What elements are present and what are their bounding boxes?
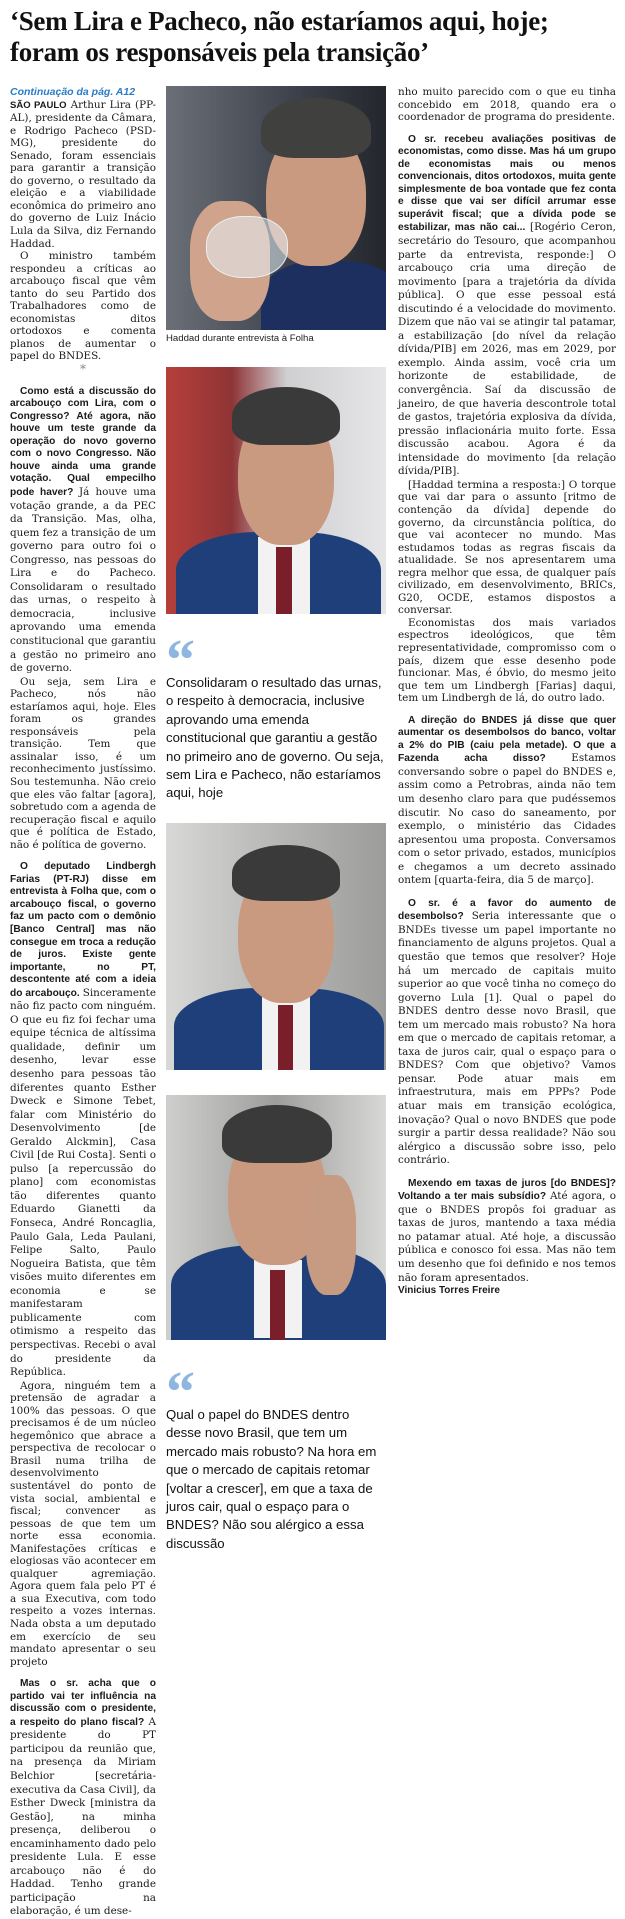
question-text: O sr. recebeu avaliações positivas de economistas, como disse. Mas há um grupo de economistas mais ou menos convencionais, ditos ortodoxos, muita gente simplesmente de boa vontade que fez conta e disse que vai ser difícil arrumar esse superávit fiscal; que a dívida pode se estabilizar, mas não cai... — [398, 133, 616, 234]
interview-question — [398, 898, 616, 1168]
headline: ‘Sem Lira e Pacheco, não estaríamos aqui, hoje; foram os responsáveis pela transição’ — [10, 6, 549, 67]
pull-quote-2: Qual o papel do BNDES dentro desse novo Brasil, que tem um mercado mais robusto? Na hora em que o mercado de capitais retomar [voltar a crescer], em que a taxa de juros cair, qual o espaço para o BNDES? Não sou alérgico a essa discussão — [166, 1407, 377, 1551]
photo-caption: Haddad durante entrevista à Folha — [166, 333, 314, 344]
interview-question — [398, 1178, 616, 1285]
interview-question — [10, 861, 156, 1379]
photo-haddad-portrait — [166, 367, 386, 614]
paragraph: Ou seja, sem Lira e Pacheco, nós não estaríamos aqui, hoje. Eles foram os grandes responsáveis pela transição. Tem que assinalar isso, é um reconhecimento justíssimo. Sou testemunha. Não creio que eles vão faltar [agora], sobretudo com a agenda de recuperação fiscal e aquilo que é política de Estado, não é política de governo. — [10, 675, 156, 851]
quote-mark-icon: “ — [166, 627, 189, 692]
answer-text: A presidente do PT participou da reunião que, na presença da Miriam Belchior [secretária-executiva da Casa Civil], da Esther Dweck [ministra da Gestão], na minha presença, deliberou o encaminhamento dado pelo presidente Lula. E esse arcabouço não é do Haddad. Tenho grande participação na elaboração, é um dese- — [10, 1715, 156, 1918]
photo-haddad-thinking — [166, 1095, 386, 1340]
interview-question — [10, 1678, 156, 1919]
answer-text: Seria interessante que o BNDEs tivesse um papel importante no financiamento de alguns projetos. Qual a questão que temos que resolver? Hoje há um mercado de capitais muito superior ao que você tinha no começo do governo Lula [1]. Qual o papel do BNDES dentro desse novo Brasil, que tem um mercado mais robusto? Na hora em que o mercado de capitais retomar, a taxa de juros cair, qual o espaço para o BNDES? Com que objetivo? Vamos pensar. Pode atuar mais em infraestrutura, mais em PPPs? Pode atuar mais em transição ecológica, inovação? Qual o novo BNDES que pode surgir a partir dessa realidade? Não sou alérgico a discussão sobre isso, pelo contrário. — [398, 910, 616, 1167]
paragraph — [10, 99, 156, 251]
interview-question — [398, 134, 616, 479]
photo-haddad-drinking — [166, 86, 386, 330]
answer-text: Até agora, o que o BNDES propôs foi graduar as taxas de juros, mantendo a taxa média no patamar atual. Até hoje, a discussão pública e conosco foi essa. Mas não tem um desenho que foi definido e nos temos não foram apresentados. — [398, 1190, 617, 1284]
question-text: Mexendo em taxas de juros [do BNDES]? Voltando a ter mais subsídio? — [398, 1177, 616, 1203]
interview-question — [398, 715, 616, 888]
question-text: O sr. é a favor do aumento de desembolso? — [398, 897, 616, 923]
paragraph: O ministro também respondeu a críticas ao arcabouço fiscal que vêm tanto do seu Partido dos Trabalhadores como de economistas ditos ortodoxos e comenta planos de aumentar o papel do BNDES. — [10, 250, 156, 363]
photo-haddad-seated — [166, 823, 386, 1070]
question-text: Mas o sr. acha que o partido vai ter influência na discussão com o presidente, a respeito do plano fiscal? — [10, 1678, 156, 1728]
question-text: O deputado Lindbergh Farias (PT-RJ) disse em entrevista à Folha que, com o arcabouço fiscal, o governo faz um pacto com o demônio [Banco Central] mas não consegue em troca a redução de juros. Existe gente importante, no PT, descontente até com a ideia do arcabouço. — [10, 861, 156, 999]
byline: Vinicius Torres Freire — [398, 1285, 500, 1297]
continuation-kicker: Continuação da pág. A12 — [10, 86, 136, 98]
interview-question — [10, 386, 156, 676]
answer-text: Estamos conversando sobre o papel do BNDES e, assim como a Petrobras, ainda não tem um desenho claro para que pudéssemos discutir. No caso do saneamento, por exemplo, o ministério das Cidades apresentou uma proposta. Conversamos com o setor privado, estados, municípios e chegamos a um decreto assinado ontem [quarta-feira, dia 5 de março]. — [398, 752, 616, 887]
answer-text: [Rogério Ceron, secretário do Tesouro, que acompanhou parte da entrevista, responde:] O arcabouço cria uma direção de movimento [para a trajetória da dívida pública]. O que esse pessoal está discutindo é a velocidade do movimento. Dizem que não vai se atingir tal patamar, a estabilização [do nível da relação dívida/PIB] em 2026, mas em 2029, por exemplo. Ainda assim, você cria um horizonte de estabilidade, de convergência. Saí da discussão de janeiro, de que haveria descontrole total de gastos, trajetória explosiva da dívida, pressão inflacionária muito forte. Essa discussão acabou. Agora é da intensidade do movimento [da relação dívida/PIB]. — [398, 221, 616, 478]
lead-text: Arthur Lira (PP-AL), presidente da Câmara, e Rodrigo Pacheco (PSD-MG), presidente do Senado, foram essenciais para garantir a transição do governo, o resultado da eleição e a viabilidade econômica do primeiro ano do governo de Luiz Inácio Lula da Silva, diz Fernando Haddad. — [10, 98, 156, 250]
answer-text: Já houve uma votação grande, a da PEC da Transição. Mas, olha, quem fez a transição de um governo para outro foi o Congresso, nas pessoas do Lira e do Pacheco. Consolidaram o resultado das urnas, o respeito à democracia, inclusive aprovando uma emenda constitucional que garantiu a gestão no primeiro ano de governo. — [10, 485, 156, 675]
question-text: A direção do BNDES já disse que quer aumentar os desembolsos do banco, voltar a 2% do PIB (caiu pela metade). O que a Fazenda acha disso? — [398, 714, 616, 765]
pull-quote-1: Consolidaram o resultado das urnas, o respeito à democracia, inclusive aprovando uma emenda constitucional que garantiu a gestão no primeiro ano de governo. Ou seja, sem Lira e Pacheco, não estaríamos aqui, hoje — [166, 675, 384, 801]
question-text: Como está a discussão do arcabouço com Lira, com o Congresso? Até agora, não houve um teste grande da operação do novo governo com o novo Congresso. Não houve ainda uma grande votação. Qual empecilho pode haver? — [10, 385, 156, 498]
paragraph: [Haddad termina a resposta:] O torque que vai dar para o assunto [ritmo de contenção da dívida] depende do governo, da circunstância política, do que vai acontecer no mundo. Mas estudamos todas as regras fiscais da atualidade. Se nos apresentarem uma regra melhor que essa, de qualquer país civilizado, em desenvolvimento, BRICs, G20, OCDE, estamos dispostos a conversar. — [398, 478, 616, 617]
paragraph: Agora, ninguém tem a pretensão de agradar a 100% das pessoas. O que precisamos é de um núcleo hegemônico que abrace a perspectiva de recolocar o Brasil numa trilha de desenvolvimento sustentável do ponto de vista social, ambiental e fiscal; convencer as pessoas de que tem um norte essa economia. Manifestações críticas e elogiosas vão acontecer em qualquer agremiação. Agora quem fala pelo PT é a sua Executiva, com todo respeito a vozes internas. Nada obsta a um deputado em exercício de seu mandato apresentar o seu projeto — [10, 1379, 156, 1668]
article-column-1 — [10, 86, 156, 1919]
dateline: SÃO PAULO — [10, 99, 67, 111]
paragraph: nho muito parecido com o que eu tinha concebido em 2018, quando era o coordenador de programa do presidente. — [398, 86, 616, 124]
section-divider-star: * — [80, 362, 86, 377]
article-column-3 — [398, 86, 616, 1298]
quote-mark-icon: “ — [166, 1359, 189, 1424]
paragraph: Economistas dos mais variados espectros ideológicos, que têm representatividade, compromisso com o país, dizem que esse desenho pode funcionar. Mas, é óbvio, do mesmo jeito que tem um Lindbergh [Farias] daqui, tem um Lindbergh de lá, do outro lado. — [398, 616, 616, 705]
answer-text: Sinceramente não fiz pacto com ninguém. O que eu fiz foi fechar uma equipe técnica de altíssima qualidade, definir um desenho, levar esse desenho para pessoas tão diferentes quanto Esther Dweck e Simone Tebet, falar com Ministério do Desenvolvimento [de Geraldo Alckmin], Casa Civil [de Rui Costa]. Senti o pulso [a repercussão do plano] com economistas tão diferentes quanto Eduardo Gianetti da Fonseca, André Roncaglia, Paulo Gala, Leda Paulani, Felipe Salto, Paulo Nogueira Batista, que têm visões muito diferentes em economia e se manifestaram publicamente com otimismo a respeito das perspectivas. Recebi o aval do presidente da República. — [10, 986, 156, 1379]
